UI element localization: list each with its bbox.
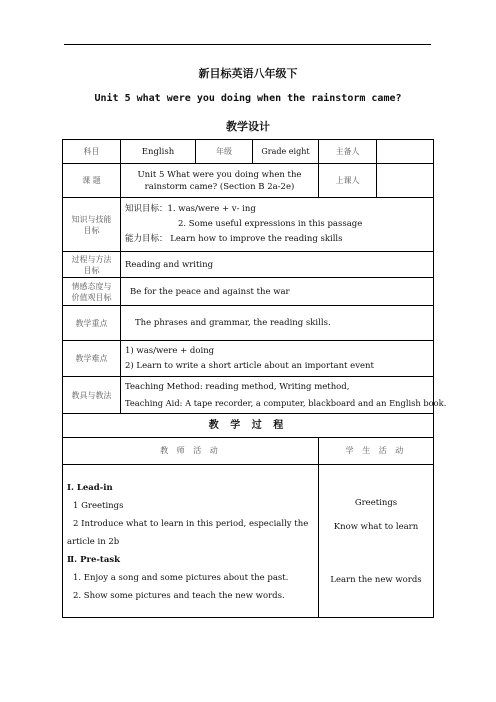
row-activity-headers [63, 438, 433, 465]
student-activity-header: 学 生 活 动 [318, 438, 433, 464]
process-goal-value: Reading and writing [120, 252, 433, 277]
student-activities [318, 465, 433, 617]
row-tools-methods [63, 377, 447, 414]
teacher-activity-header: 教 师 活 动 [160, 446, 221, 455]
difficult-points-value: 1) was/were + doing 2) Learn to write a short article about an important event [120, 341, 433, 376]
subject-value: English [120, 140, 195, 163]
document-title: 新目标英语八年级下 [198, 67, 298, 80]
knowledge-goals: 知识目标：1. was/were + v- ing 2. Some useful expressions in this passage 能力目标： Learn how to improve the reading skills [120, 198, 433, 251]
activity-line: 2. Show some pictures and teach the new words. [73, 591, 285, 601]
topic-value: Unit 5 What were you doing when the rainstorm came? (Section B 2a-2e) [120, 164, 318, 197]
activity-heading: Ⅱ. Pre-task [67, 555, 120, 565]
topic-label: 课 题 [82, 176, 101, 185]
difficult-points-label: 教学难点 [75, 354, 108, 363]
teacher-value [376, 164, 433, 197]
key-points-label: 教学重点 [75, 318, 108, 328]
lesson-plan-table [62, 139, 447, 618]
row-topic [63, 164, 433, 198]
teacher-label: 上课人 [318, 164, 376, 197]
row-process-title [63, 414, 433, 438]
preparer-label: 主备人 [318, 140, 376, 163]
activity-line: 1. Enjoy a song and some pictures about the past. [73, 573, 289, 583]
top-rule [64, 44, 431, 45]
process-goal-label: 过程与方法 目标 [71, 254, 112, 275]
row-difficult-points [63, 341, 433, 377]
emotion-goal-value: Be for the peace and against the war [120, 278, 433, 305]
activity-heading: Ⅰ. Lead-in [67, 483, 113, 493]
row-emotion-goal [63, 278, 433, 306]
row-knowledge [63, 198, 433, 252]
student-activity-item: Know what to learn [333, 522, 419, 532]
preparer-value [376, 140, 433, 163]
row-activities [63, 465, 433, 617]
subject-label: 科目 [83, 147, 100, 156]
activity-line: 1 Greetings [73, 501, 124, 511]
row-subject [63, 140, 433, 164]
activity-line: 2 Introduce what to learn in this period, especially the [73, 519, 309, 529]
key-points-value: The phrases and grammar, the reading skills. [120, 306, 433, 340]
emotion-goal-label: 情感态度与 价值观目标 [71, 281, 112, 302]
teacher-activities [63, 465, 318, 617]
grade-label: 年级 [195, 140, 252, 163]
tools-methods-value: Teaching Method: reading method, Writing method, Teaching Aid: A tape recorder, a computer, blackboard and an English book. [120, 377, 433, 413]
document-subtitle: 教学设计 [226, 120, 270, 133]
row-process-goal [63, 252, 433, 278]
row-key-points [63, 306, 433, 341]
tools-methods-label: 教具与教法 [71, 390, 112, 400]
unit-title: Unit 5 what were you doing when the rainstorm came? [94, 93, 402, 104]
knowledge-label: 知识与技能 目标 [71, 214, 112, 235]
student-activity-item: Learn the new words [330, 575, 422, 585]
grade-value: Grade eight [252, 140, 318, 163]
teaching-process-title: 教 学 过 程 [208, 419, 288, 431]
student-activity-item: Greetings [354, 498, 398, 508]
activity-line: article in 2b [67, 537, 120, 547]
